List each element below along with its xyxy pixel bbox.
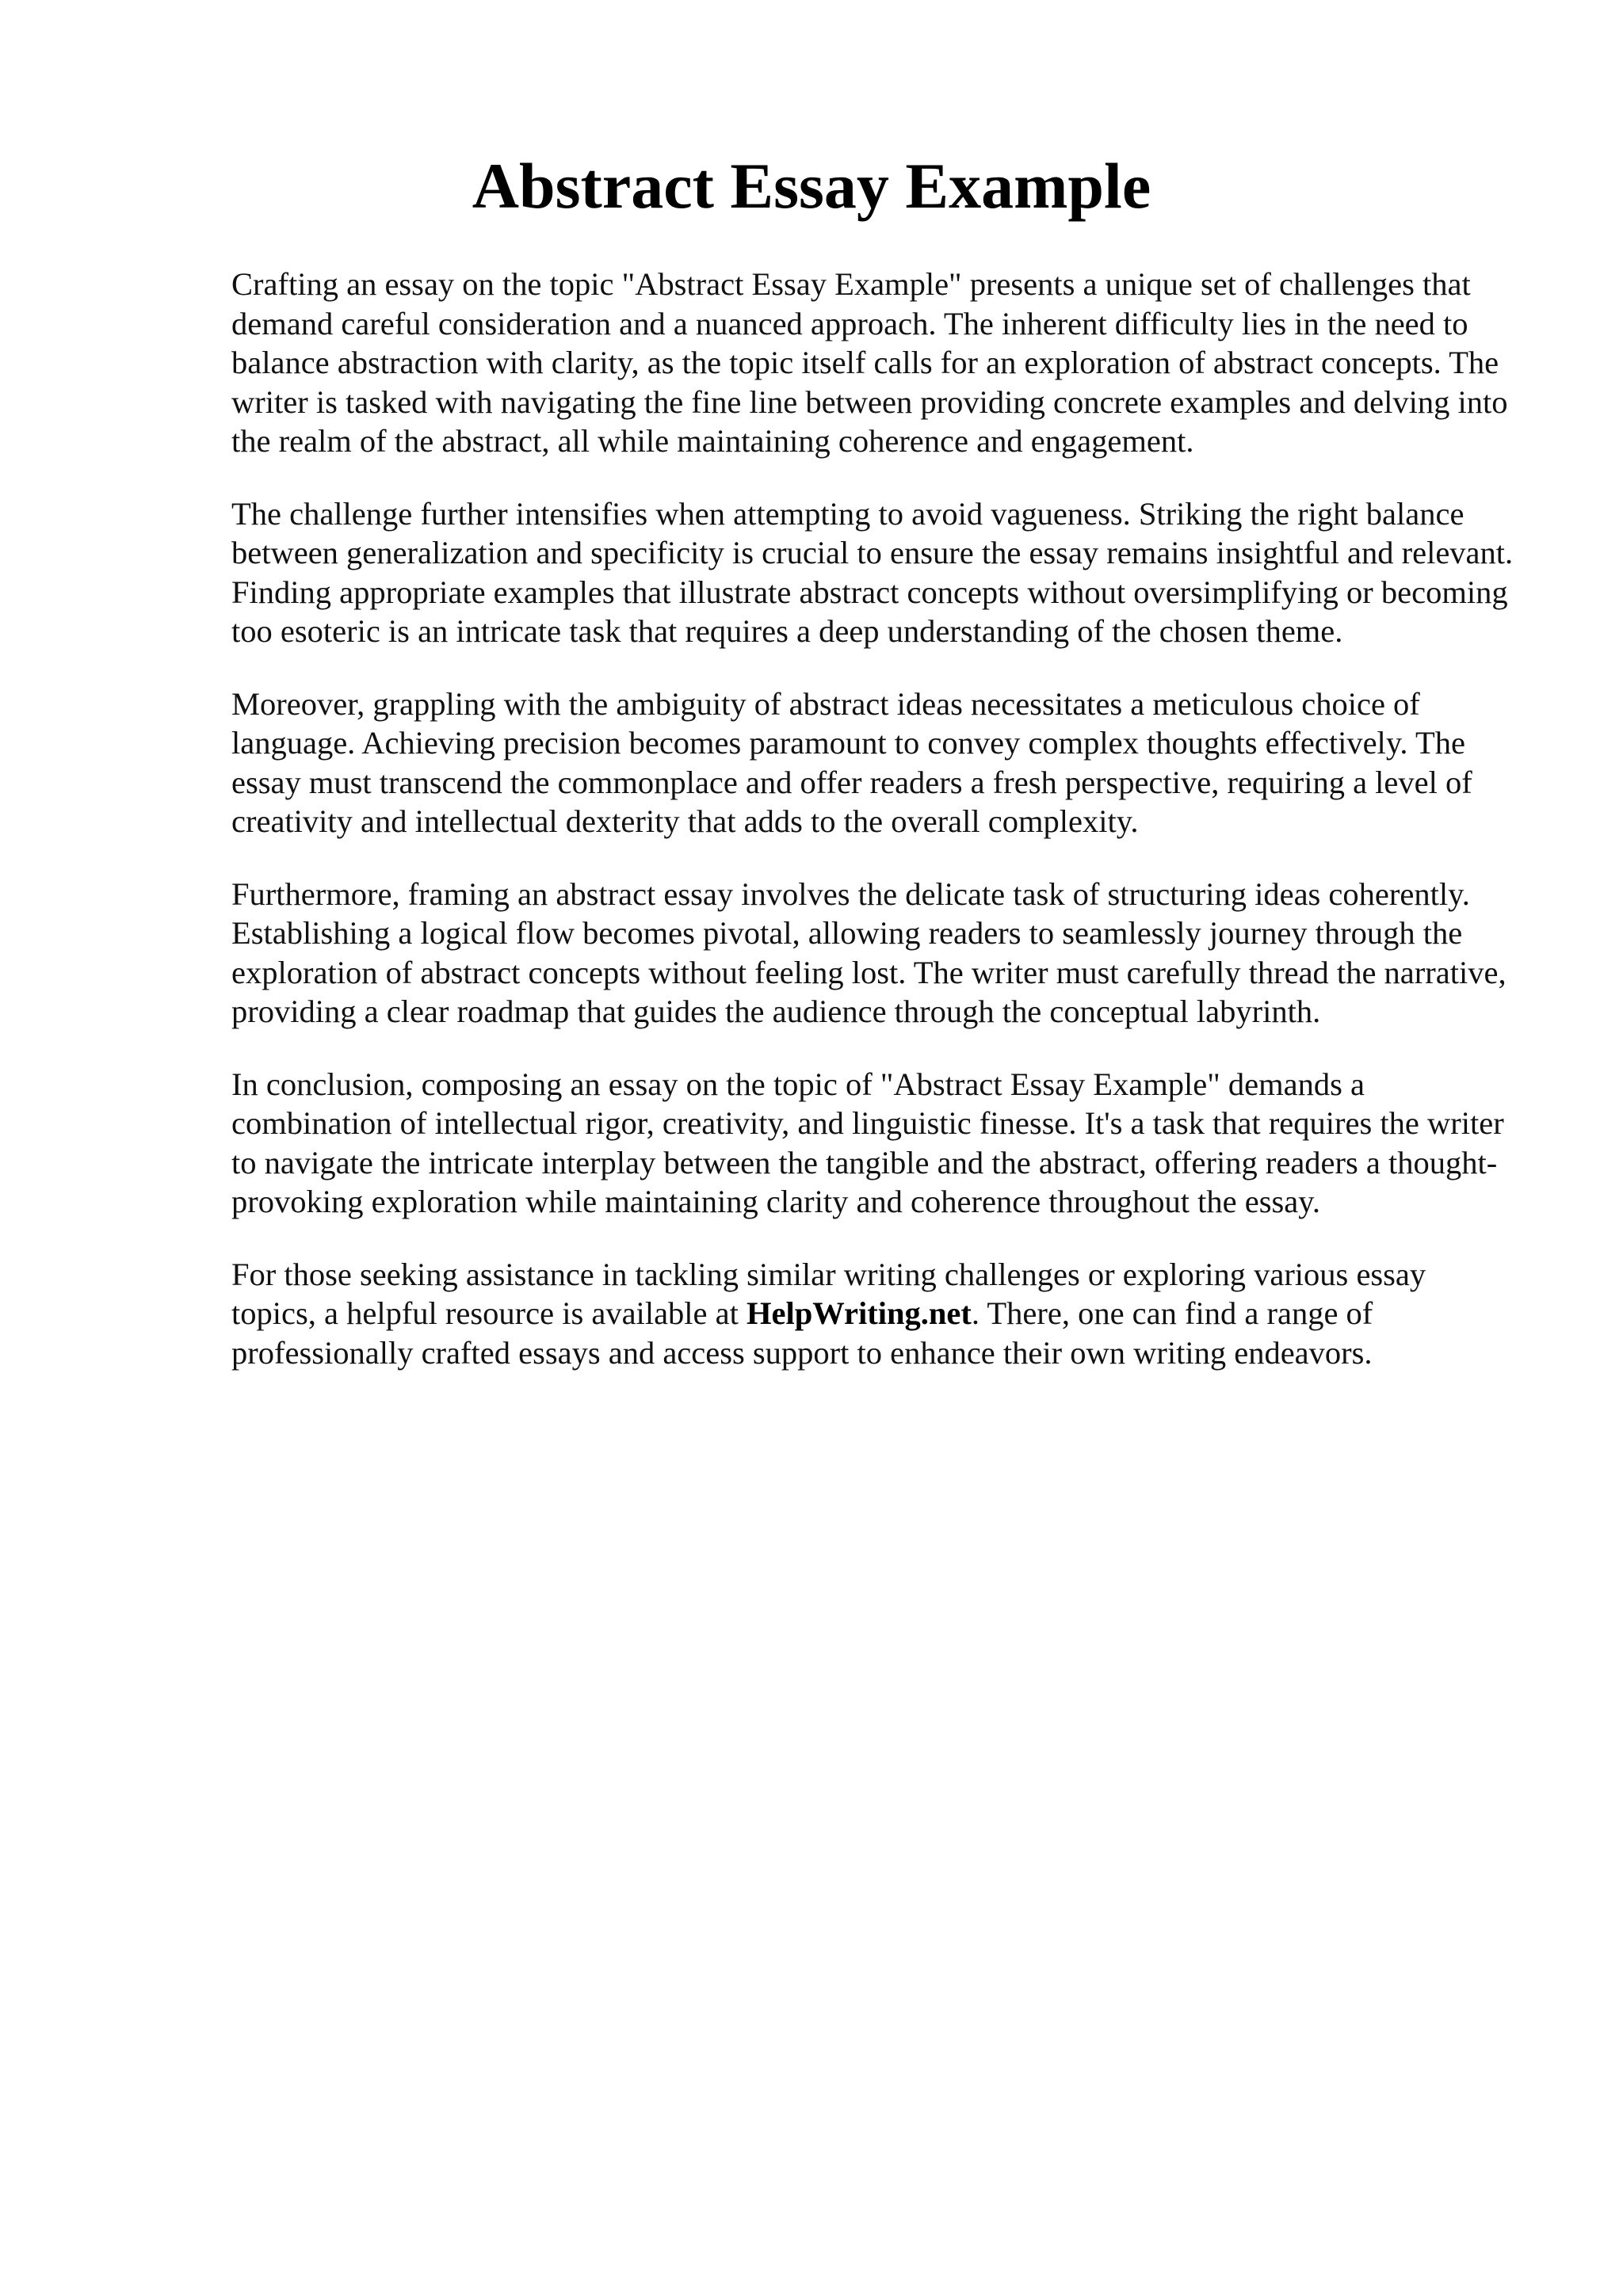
closing-text-after-link: . There, one can find a range of professionally crafted essays and access support to enhance their own writing endeavors. <box>231 1295 1373 1371</box>
closing-text-before-link: For those seeking assistance in tackling similar writing challenges or exploring various essay topics, a helpful resource is available at <box>231 1256 1426 1331</box>
closing-paragraph <box>231 1255 1515 1373</box>
essay-paragraph: Furthermore, framing an abstract essay involves the delicate task of structuring ideas coherently. Establishing a logical flow becomes pivotal, allowing readers to seamlessly journey through the exploration of abstract concepts without feeling lost. The writer must carefully thread the narrative, providing a clear roadmap that guides the audience through the conceptual labyrinth. <box>231 875 1507 1029</box>
helpwriting-link[interactable]: HelpWriting.net <box>747 1295 972 1331</box>
essay-paragraph: Moreover, grappling with the ambiguity of abstract ideas necessitates a meticulous choice of language. Achieving precision becomes paramount to convey complex thoughts effectively. The essay must transcend the commonplace and offer readers a fresh perspective, requiring a level of creativity and intellectual dexterity that adds to the overall complexity. <box>231 685 1472 839</box>
essay-body <box>231 265 1515 1405</box>
page-title: Abstract Essay Example <box>472 150 1151 222</box>
essay-paragraph: Crafting an essay on the topic "Abstract Essay Example" presents a unique set of challenges that demand careful consideration and a nuanced approach. The inherent difficulty lies in the need to balance abstraction with clarity, as the topic itself calls for an exploration of abstract concepts. The writer is tasked with navigating the fine line between providing concrete examples and delving into the realm of the abstract, all while maintaining coherence and engagement. <box>231 266 1508 459</box>
essay-paragraph: In conclusion, composing an essay on the topic of "Abstract Essay Example" demands a combination of intellectual rigor, creativity, and linguistic finesse. It's a task that requires the writer to navigate the intricate interplay between the tangible and the abstract, offering readers a thought-provoking exploration while maintaining clarity and coherence throughout the essay. <box>231 1066 1504 1219</box>
essay-paragraph: The challenge further intensifies when attempting to avoid vagueness. Striking the right balance between generalization and specificity is crucial to ensure the essay remains insightful and relevant. Finding appropriate examples that illustrate abstract concepts without oversimplifying or becoming too esoteric is an intricate task that requires a deep understanding of the chosen theme. <box>231 495 1514 649</box>
